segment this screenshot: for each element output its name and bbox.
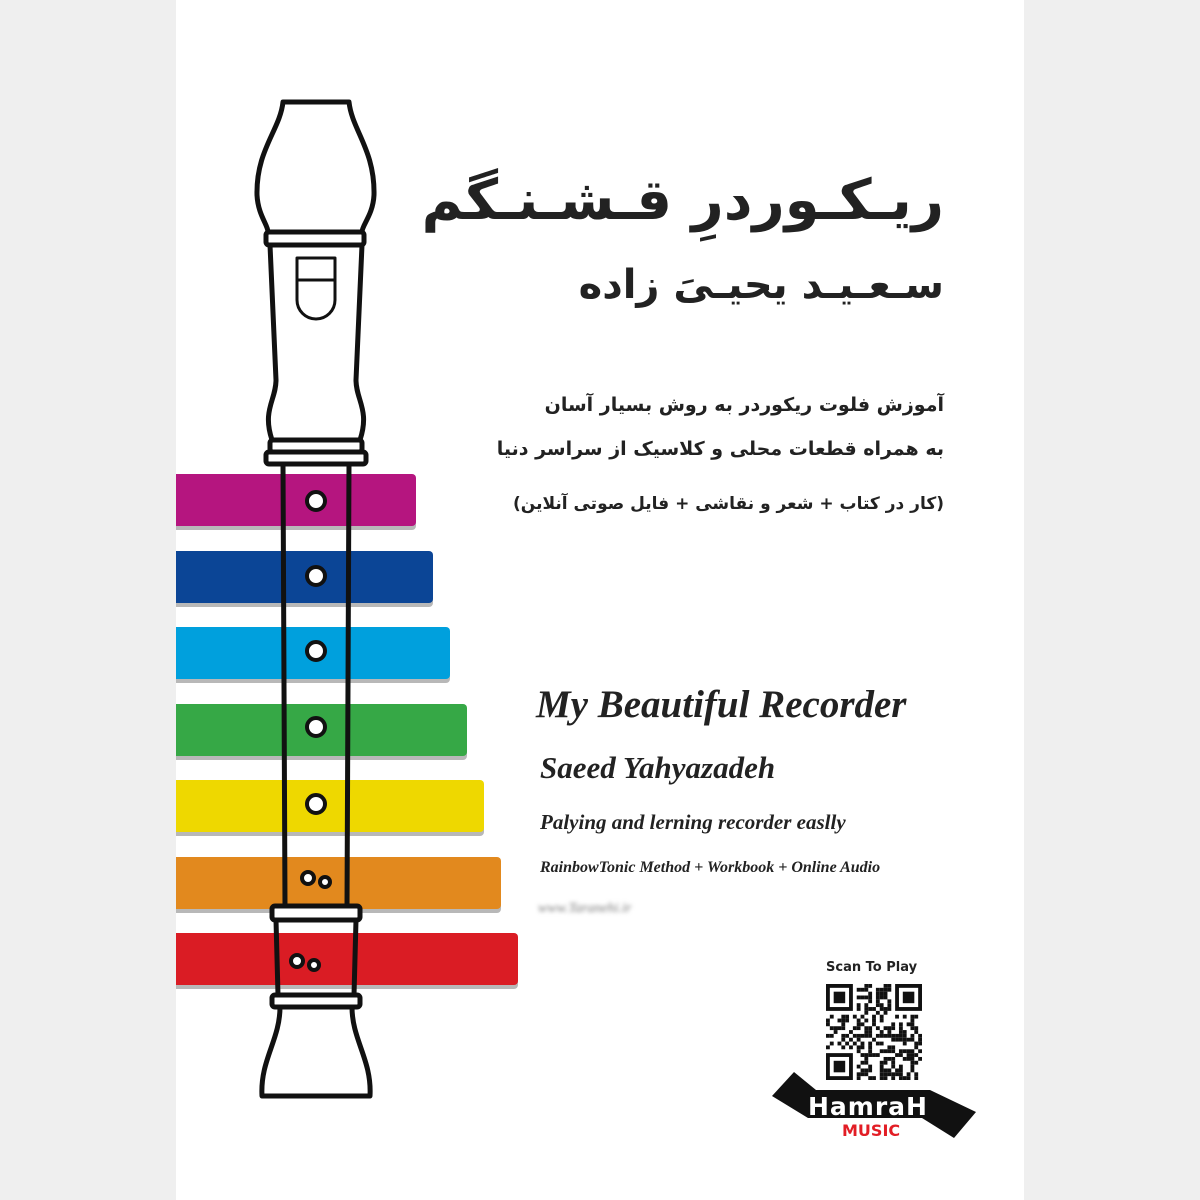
publisher-name: HamraH [808,1092,928,1121]
english-title: My Beautiful Recorder [536,683,907,726]
persian-author: سـعـیـد یحیـیَ زاده [578,262,944,308]
persian-line-2: به همراه قطعات محلی و کلاسیک از سراسر دنیا [496,438,944,460]
website-url: www.Taranehi.ir [538,901,632,916]
persian-title: ریـکـوردرِ قـشـنـگم [421,168,944,233]
english-features: RainbowTonic Method + Workbook + Online Audio [540,859,881,876]
publisher-sub: MUSIC [842,1121,901,1140]
persian-line-1: آموزش فلوت ریکوردر به روش بسیار آسان [544,394,944,416]
english-author: Saeed Yahyazadeh [540,750,776,785]
finger-holes [291,492,330,970]
english-subtitle: Palying and lerning recorder easlly [540,810,846,834]
scan-label: Scan To Play [826,960,918,975]
persian-line-3: (کار در کتاب + شعر و نقاشی + فایل صوتی آنلاین) [513,494,944,514]
